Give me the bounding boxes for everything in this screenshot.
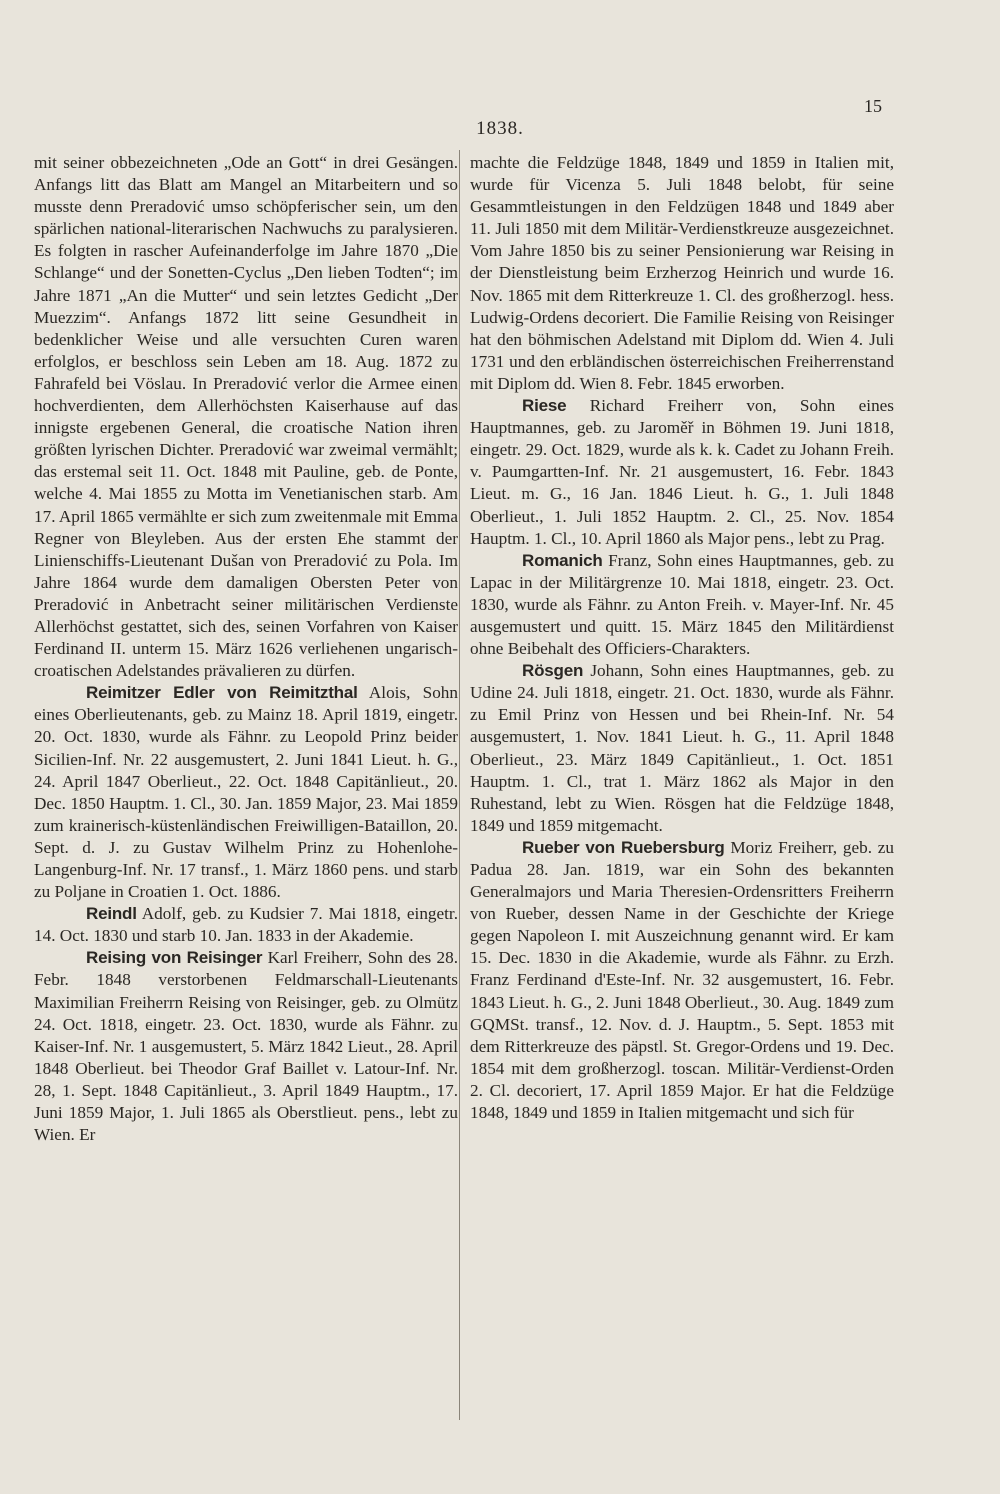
entry-text: Johann, Sohn eines Hauptmannes, geb. zu Udine 24. Juli 1818, eingetr. 21. Oct. 1830, wurde als Fähnr. zu Emil Prinz von Hessen und bei Rhein-Inf. Nr. 54 ausgemustert, 1. Nov. 1841 Lieut. h. G., 11. April 1848 Oberlieut., 23. März 1849 Capitänlieut., 1. Oct. 1851 Hauptm. 1. Cl., trat 1. März 1862 als Major in den Ruhestand, lebt zu Wien. Rösgen hat die Feldzüge 1848, 1849 und 1859 mitgemacht.	[470, 661, 894, 835]
entry-text: Alois, Sohn eines Oberlieutenants, geb. zu Mainz 18. April 1819, eingetr. 20. Oct. 1830, wurde als Fähnr. zu Leopold Prinz beider Sicilien-Inf. Nr. 22 ausgemustert, 2. Juni 1841 Lieut. h. G., 24. April 1847 Oberlieut., 22. Oct. 1848 Capitänlieut., 20. Dec. 1850 Hauptm. 1. Cl., 30. Jan. 1859 Major, 23. Mai 1859 zum krainerisch-küstenländischen Freiwilligen-Bataillon, 20. Sept. d. J. zu Gustav Wilhelm Prinz zu Hohenlohe-Langenburg-Inf. Nr. 17 transf., 1. März 1860 pens. und starb zu Poljane in Croatien 1. Oct. 1886.	[34, 683, 458, 902]
entry-headword: Reising von Reisinger	[86, 948, 263, 968]
entry-reindl	[34, 903, 458, 947]
entry-headword: Rösgen	[522, 661, 584, 681]
entry-headword: Riese	[522, 396, 567, 416]
entry-text: mit seiner obbezeichneten „Ode an Gott“ in drei Gesängen. Anfangs litt das Blatt am Mangel an Mitarbeitern und so musste denn Preradović umso schöpferischer sein, um den spärlichen national-literarischen Nachwuchs zu paralysieren. Es folgten in rascher Aufeinanderfolge im Jahre 1870 „Die Schlange“ und der Sonetten-Cyclus „Den lieben Todten“; im Jahre 1871 „An die Mutter“ und sein letztes Gedicht „Der Muezzim“. Anfangs 1872 litt seine Gesundheit in bedenklicher Weise und alle versuchten Curen waren erfolglos, er beschloss sein Leben am 18. Aug. 1872 zu Fahrafeld bei Vöslau. In Preradović verlor die Armee einen hochverdienten, dem Allerhöchsten Kaiserhause auf das innigste ergebenen General, die croatische Nation ihren größten lyrischen Dichter. Preradović war zweimal vermählt; das erstemal seit 11. Oct. 1848 mit Pauline, geb. de Ponte, welche 4. Mai 1855 zu Motta im Venetianischen starb. Am 17. April 1865 vermählte er sich zum zweitenmale mit Emma Regner von Bleyleben. Aus der ersten Ehe stammt der Linienschiffs-Lieutenant Dušan von Preradović zu Pola. Im Jahre 1864 wurde dem damaligen Obersten Peter von Preradović in Anbetracht seiner militärischen Verdienste Allerhöchst gestattet, sich des, seinen Vorfahren von Kaiser Ferdinand II. unterm 15. März 1626 verliehenen ungarisch-croatischen Adelstandes prävalieren zu dürfen.	[34, 153, 458, 681]
entry-reimitzer	[34, 682, 458, 903]
page-number: 15	[864, 96, 882, 116]
entry-continuation	[34, 152, 458, 682]
column-divider	[459, 150, 460, 1420]
entry-text: Richard Freiherr von, Sohn eines Hauptmannes, geb. zu Jaroměř in Böhmen 19. Juni 1818, eingetr. 29. Oct. 1829, wurde als k. k. Cadet zu Johann Freih. v. Paumgartten-Inf. Nr. 21 ausgemustert, 16. Febr. 1843 Lieut. m. G., 16 Jan. 1846 Lieut. h. G., 1. Juli 1848 Oberlieut., 1. Juli 1852 Hauptm. 2. Cl., 25. Nov. 1854 Hauptm. 1. Cl., 10. April 1860 als Major pens., lebt zu Prag.	[470, 396, 894, 548]
entry-text: Moriz Freiherr, geb. zu Padua 28. Jan. 1819, war ein Sohn des bekannten Generalmajors und Maria Theresien-Ordensritters Freiherrn von Rueber, dessen Name in der Geschichte der Kriege gegen Napoleon I. mit Auszeichnung genannt wird. Er kam 15. Dec. 1830 in die Akademie, wurde als Fähnr. zu Erzh. Franz Ferdinand d'Este-Inf. Nr. 32 ausgemustert, 16. Febr. 1843 Lieut. h. G., 2. Juni 1848 Oberlieut., 30. Aug. 1849 zum GQMSt. transf., 12. Nov. d. J. Hauptm., 5. Sept. 1853 mit dem Ritterkreuze des päpstl. St. Gregor-Ordens und 19. Dec. 1854 mit dem großherzogl. toscan. Militär-Verdienst-Orden 2. Cl. decoriert, 17. April 1859 Major. Er hat die Feldzüge 1848, 1849 und 1859 in Italien mitgemacht und sich für	[470, 837, 894, 1123]
entry-headword: Reimitzer Edler von Reimitzthal	[86, 683, 358, 703]
entry-headword: Rueber von Ruebersburg	[522, 837, 725, 857]
left-column	[34, 152, 458, 1146]
entry-headword: Reindl	[86, 904, 137, 924]
entry-riese	[470, 395, 894, 550]
entry-text: Adolf, geb. zu Kudsier 7. Mai 1818, eingetr. 14. Oct. 1830 und starb 10. Jan. 1833 in der Akademie.	[34, 904, 458, 946]
entry-rueber	[470, 837, 894, 1124]
right-column	[470, 152, 894, 1124]
entry-reising	[34, 947, 458, 1146]
entry-roesgen	[470, 660, 894, 837]
page-year-heading: 1838.	[476, 118, 524, 139]
entry-romanich	[470, 550, 894, 660]
entry-text: Karl Freiherr, Sohn des 28. Febr. 1848 verstorbenen Feldmarschall-Lieutenants Maximilian Freiherrn Reising von Reisinger, geb. zu Olmütz 24. Oct. 1818, eingetr. 23. Oct. 1830, wurde als Fähnr. zu Kaiser-Inf. Nr. 1 ausgemustert, 5. März 1842 Lieut., 28. April 1848 Oberlieut. bei Theodor Graf Baillet v. Latour-Inf. Nr. 28, 1. Sept. 1848 Capitänlieut., 3. April 1849 Hauptm., 17. Juni 1859 Major, 1. Juli 1865 als Oberstlieut. pens., lebt zu Wien. Er	[34, 948, 458, 1145]
entry-text: Franz, Sohn eines Hauptmannes, geb. zu Lapac in der Militärgrenze 10. Mai 1818, eingetr. 23. Oct. 1830, wurde als Fähnr. zu Anton Freih. v. Mayer-Inf. Nr. 45 ausgemustert und quitt. 15. März 1845 den Militärdienst ohne Beibehalt des Officiers-Charakters.	[470, 550, 894, 659]
entry-headword: Romanich	[522, 550, 603, 570]
entry-continuation	[470, 152, 894, 395]
entry-text: machte die Feldzüge 1848, 1849 und 1859 in Italien mit, wurde für Vicenza 5. Juli 1848 belobt, für seine Gesammtleistungen in den Feldzügen 1848 und 1849 aber 11. Juli 1850 mit dem Militär-Verdienstkreuze ausgezeichnet. Vom Jahre 1850 bis zu seiner Pensionierung war Reising in der Dienstleistung beim Erzherzog Heinrich und wurde 16. Nov. 1865 mit dem Ritterkreuze 1. Cl. des großherzogl. hess. Ludwig-Ordens decoriert. Die Familie Reising von Reisinger hat den böhmischen Adelstand mit Diplom dd. Wien 4. Juli 1731 und den erbländischen österreichischen Freiherrenstand mit Diplom dd. Wien 8. Febr. 1845 erworben.	[470, 153, 894, 393]
